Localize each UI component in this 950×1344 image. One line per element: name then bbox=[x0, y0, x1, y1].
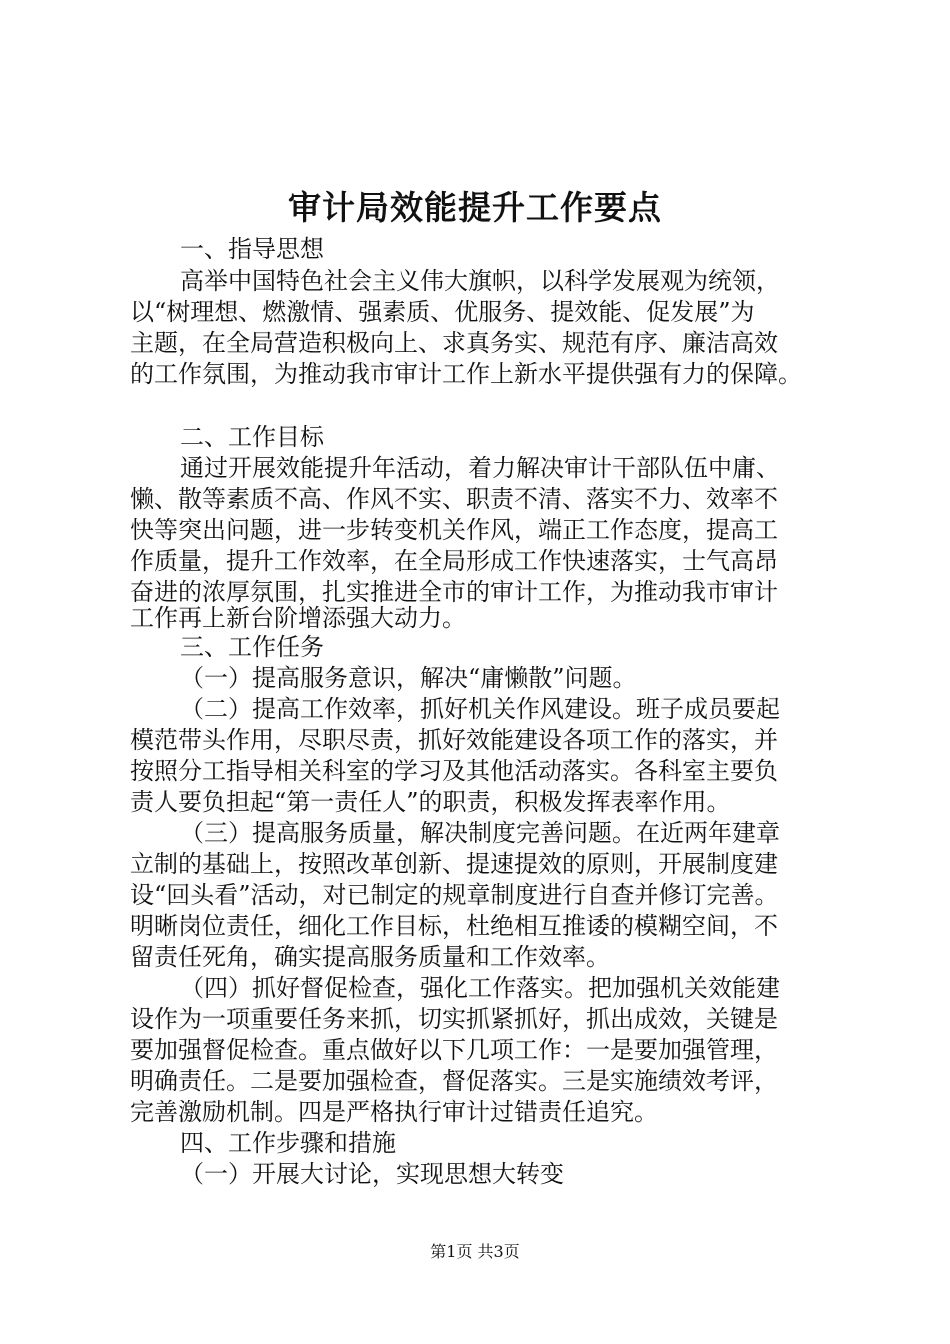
body-line: 完善激励机制。四是严格执行审计过错责任追究。 bbox=[130, 1098, 658, 1126]
body-line: 设“回头看”活动，对已制定的规章制度进行自查并修订完善。 bbox=[130, 881, 779, 909]
section-heading-work-tasks: 三、工作任务 bbox=[180, 633, 324, 661]
body-line: 快等突出问题，进一步转变机关作风，端正工作态度，提高工 bbox=[130, 516, 778, 544]
body-line: 立制的基础上，按照改革创新、提速提效的原则，开展制度建 bbox=[130, 850, 778, 878]
body-line: （四）抓好督促检查，强化工作落实。把加强机关效能建 bbox=[180, 974, 780, 1002]
document-title: 审计局效能提升工作要点 bbox=[288, 188, 662, 227]
body-line: 明确责任。二是要加强检查，督促落实。三是实施绩效考评， bbox=[130, 1067, 778, 1095]
body-line: 明晰岗位责任，细化工作目标，杜绝相互推诿的模糊空间，不 bbox=[130, 912, 778, 940]
body-line: 要加强督促检查。重点做好以下几项工作：一是要加强管理， bbox=[130, 1036, 778, 1064]
body-line: 留责任死角，确实提高服务质量和工作效率。 bbox=[130, 943, 610, 971]
body-line: 作质量，提升工作效率，在全局形成工作快速落实，士气高昂 bbox=[130, 547, 778, 575]
section-heading-guiding-ideology: 一、指导思想 bbox=[180, 235, 324, 263]
body-line: 按照分工指导相关科室的学习及其他活动落实。各科室主要负 bbox=[130, 757, 778, 785]
body-line: 模范带头作用，尽职尽责，抓好效能建设各项工作的落实，并 bbox=[130, 726, 778, 754]
page-number-footer: 第1页 共3页 bbox=[430, 1242, 520, 1261]
body-line: （三）提高服务质量，解决制度完善问题。在近两年建章 bbox=[180, 819, 780, 847]
body-line: 通过开展效能提升年活动，着力解决审计干部队伍中庸、 bbox=[180, 454, 780, 482]
body-line: （二）提高工作效率，抓好机关作风建设。班子成员要起 bbox=[180, 695, 780, 723]
body-line: 懒、散等素质不高、作风不实、职责不清、落实不力、效率不 bbox=[130, 485, 778, 513]
body-line: 奋进的浓厚氛围，扎实推进全市的审计工作，为推动我市审计 bbox=[130, 578, 778, 606]
body-line: 高举中国特色社会主义伟大旗帜，以科学发展观为统领， bbox=[180, 267, 780, 295]
body-line: （一）开展大讨论，实现思想大转变 bbox=[180, 1160, 564, 1188]
section-heading-steps-measures: 四、工作步骤和措施 bbox=[180, 1129, 396, 1157]
body-line: 设作为一项重要任务来抓，切实抓紧抓好，抓出成效，关键是 bbox=[130, 1005, 778, 1033]
body-line: 工作再上新台阶增添强大动力。 bbox=[130, 604, 466, 632]
body-line: 的工作氛围，为推动我市审计工作上新水平提供强有力的保障。 bbox=[130, 360, 802, 388]
body-line: 责人要负担起“第一责任人”的职责，积极发挥表率作用。 bbox=[130, 788, 731, 816]
body-line: 主题，在全局营造积极向上、求真务实、规范有序、廉洁高效 bbox=[130, 329, 778, 357]
body-line: （一）提高服务意识，解决“庸懒散”问题。 bbox=[180, 664, 637, 692]
body-line: 以“树理想、燃激情、强素质、优服务、提效能、促发展”为 bbox=[130, 298, 755, 326]
section-heading-work-goals: 二、工作目标 bbox=[180, 423, 324, 451]
